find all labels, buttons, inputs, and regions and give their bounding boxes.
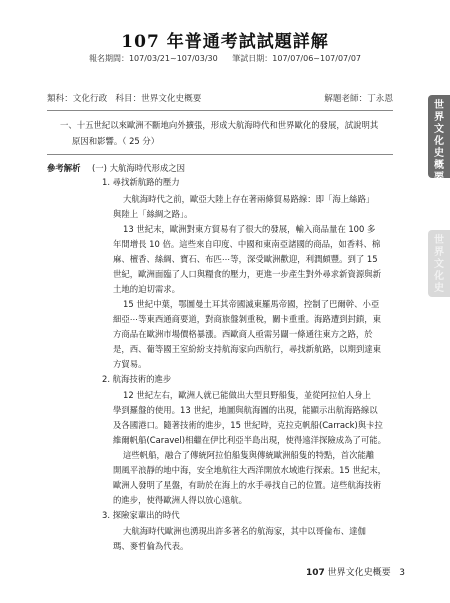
- item-heading-1: 1. 尋找新航路的壓力: [102, 177, 180, 187]
- page-footer: [306, 565, 405, 578]
- paragraph-line: 與陸上「絲綢之路」。: [113, 209, 193, 219]
- paragraph-line: 歐洲人發明了星盤，有助於在海上的水手尋找自己的位置。這些航海技術: [113, 480, 381, 490]
- exam-dates: [0, 53, 450, 64]
- paragraph-line: 15 世紀中葉，鄂圖曼土耳其帝國滅東羅馬帝國，控制了巴爾幹、小亞: [123, 299, 380, 309]
- paragraph-line: 方商品在歐洲市場價格暴漲。西歐商人亟需另闢一條通往東方之路，於: [113, 329, 373, 339]
- paragraph-line: 這些帆船，融合了傳統阿拉伯船隻與傳統歐洲船隻的特點，首次能離: [123, 450, 375, 460]
- footer-number: 107: [305, 568, 325, 578]
- answer-body: [47, 161, 393, 551]
- registration-period: 報名期間：107/03/21~107/03/30: [88, 54, 218, 63]
- paragraph-line: 是，西、葡等國王室紛紛支持航海家向西航行，尋找新航路，以期到達東: [113, 344, 381, 354]
- tab-inactive-subject[interactable]: 世 界 文 化 史: [428, 230, 450, 297]
- paragraph-line: 大航海時代之前，歐亞大陸上存在著兩條貿易路線：即「海上絲路」: [123, 194, 375, 204]
- paragraph-line: 13 世紀末，歐洲對東方貿易有了很大的發展，輸入商品量在 100 多: [123, 224, 376, 234]
- paragraph-line: 麻、檀香、絲綢、寶石、布匹⋯等，深受歐洲歡迎，利潤頗豐。到了 15: [113, 254, 378, 264]
- paragraph-line: 瑪、麥哲倫為代表。: [113, 541, 189, 551]
- paragraph-line: 方貿易。: [113, 359, 147, 369]
- paragraph-line: 及各國港口。隨著技術的進步，15 世紀時，克拉克帆船(Carrack)與卡拉: [113, 420, 383, 430]
- paragraph-line: 開風平浪靜的地中海，安全地航往大西洋開放水域進行探索。15 世紀末，: [113, 465, 386, 475]
- paragraph-line: 土地的迫切需求。: [113, 284, 180, 294]
- question-block: [60, 117, 385, 149]
- footer-subject: 世界文化史概要: [327, 568, 391, 578]
- paragraph-line: 的進步，使得歐洲人得以放心遠航。: [113, 495, 247, 505]
- paragraph-line: 細亞⋯等東西通商要道，對商旅盤剝重稅，關卡重重。海路遭到封鎖，東: [113, 314, 381, 324]
- divider-top: [47, 110, 393, 111]
- question-line-1: 一、十五世紀以來歐洲不斷地向外擴張，形成大航海時代和世界歐化的發展，試說明其: [60, 120, 379, 130]
- exam-meta: [47, 92, 393, 104]
- paragraph-line: 維爾帆船(Caravel)相繼在伊比利亞半島出現，使得遠洋探險成為了可能。: [113, 435, 387, 445]
- answer-label: 參考解析: [47, 163, 81, 173]
- divider-bottom: [47, 154, 393, 155]
- item-heading-3: 3. 探險家輩出的時代: [102, 510, 180, 520]
- question-line-2: 原因和影響。（ 25 分）: [72, 136, 160, 146]
- paragraph-line: 大航海時代歐洲也湧現出許多著名的航海家，其中以哥倫布、達伽: [123, 526, 366, 536]
- paragraph-line: 年間增長 10 倍。這些來自印度、中國和東南亞諸國的商品，如香料、棉: [113, 239, 381, 249]
- exam-date: 筆試日期：107/07/06~107/07/07: [232, 54, 362, 63]
- page-number: 3: [399, 568, 405, 578]
- paragraph-line: 12 世紀左右，歐洲人就已能做出大型貝野船隻，並從阿拉伯人身上: [123, 390, 371, 400]
- paragraph-line: 世紀，歐洲面臨了人口與糧食的壓力，更進一步產生對外尋求新資源與新: [113, 269, 381, 279]
- page-title: 107 年普通考試試題詳解: [121, 32, 329, 52]
- item-heading-2: 2. 航海技術的進步: [102, 374, 172, 384]
- author: 解題老師：丁永恩: [324, 94, 393, 104]
- paragraph-line: 學到羅盤的使用。13 世紀，地圖與航海圖的出現，能顯示出航海路線以: [113, 405, 378, 415]
- subject: 科目：世界文化史概要: [115, 94, 202, 104]
- tab-active-subject[interactable]: 世 界 文 化 史 概 要: [428, 95, 450, 178]
- section-heading: (一) 大航海時代形成之因: [92, 163, 185, 173]
- category: 類科：文化行政: [47, 94, 108, 104]
